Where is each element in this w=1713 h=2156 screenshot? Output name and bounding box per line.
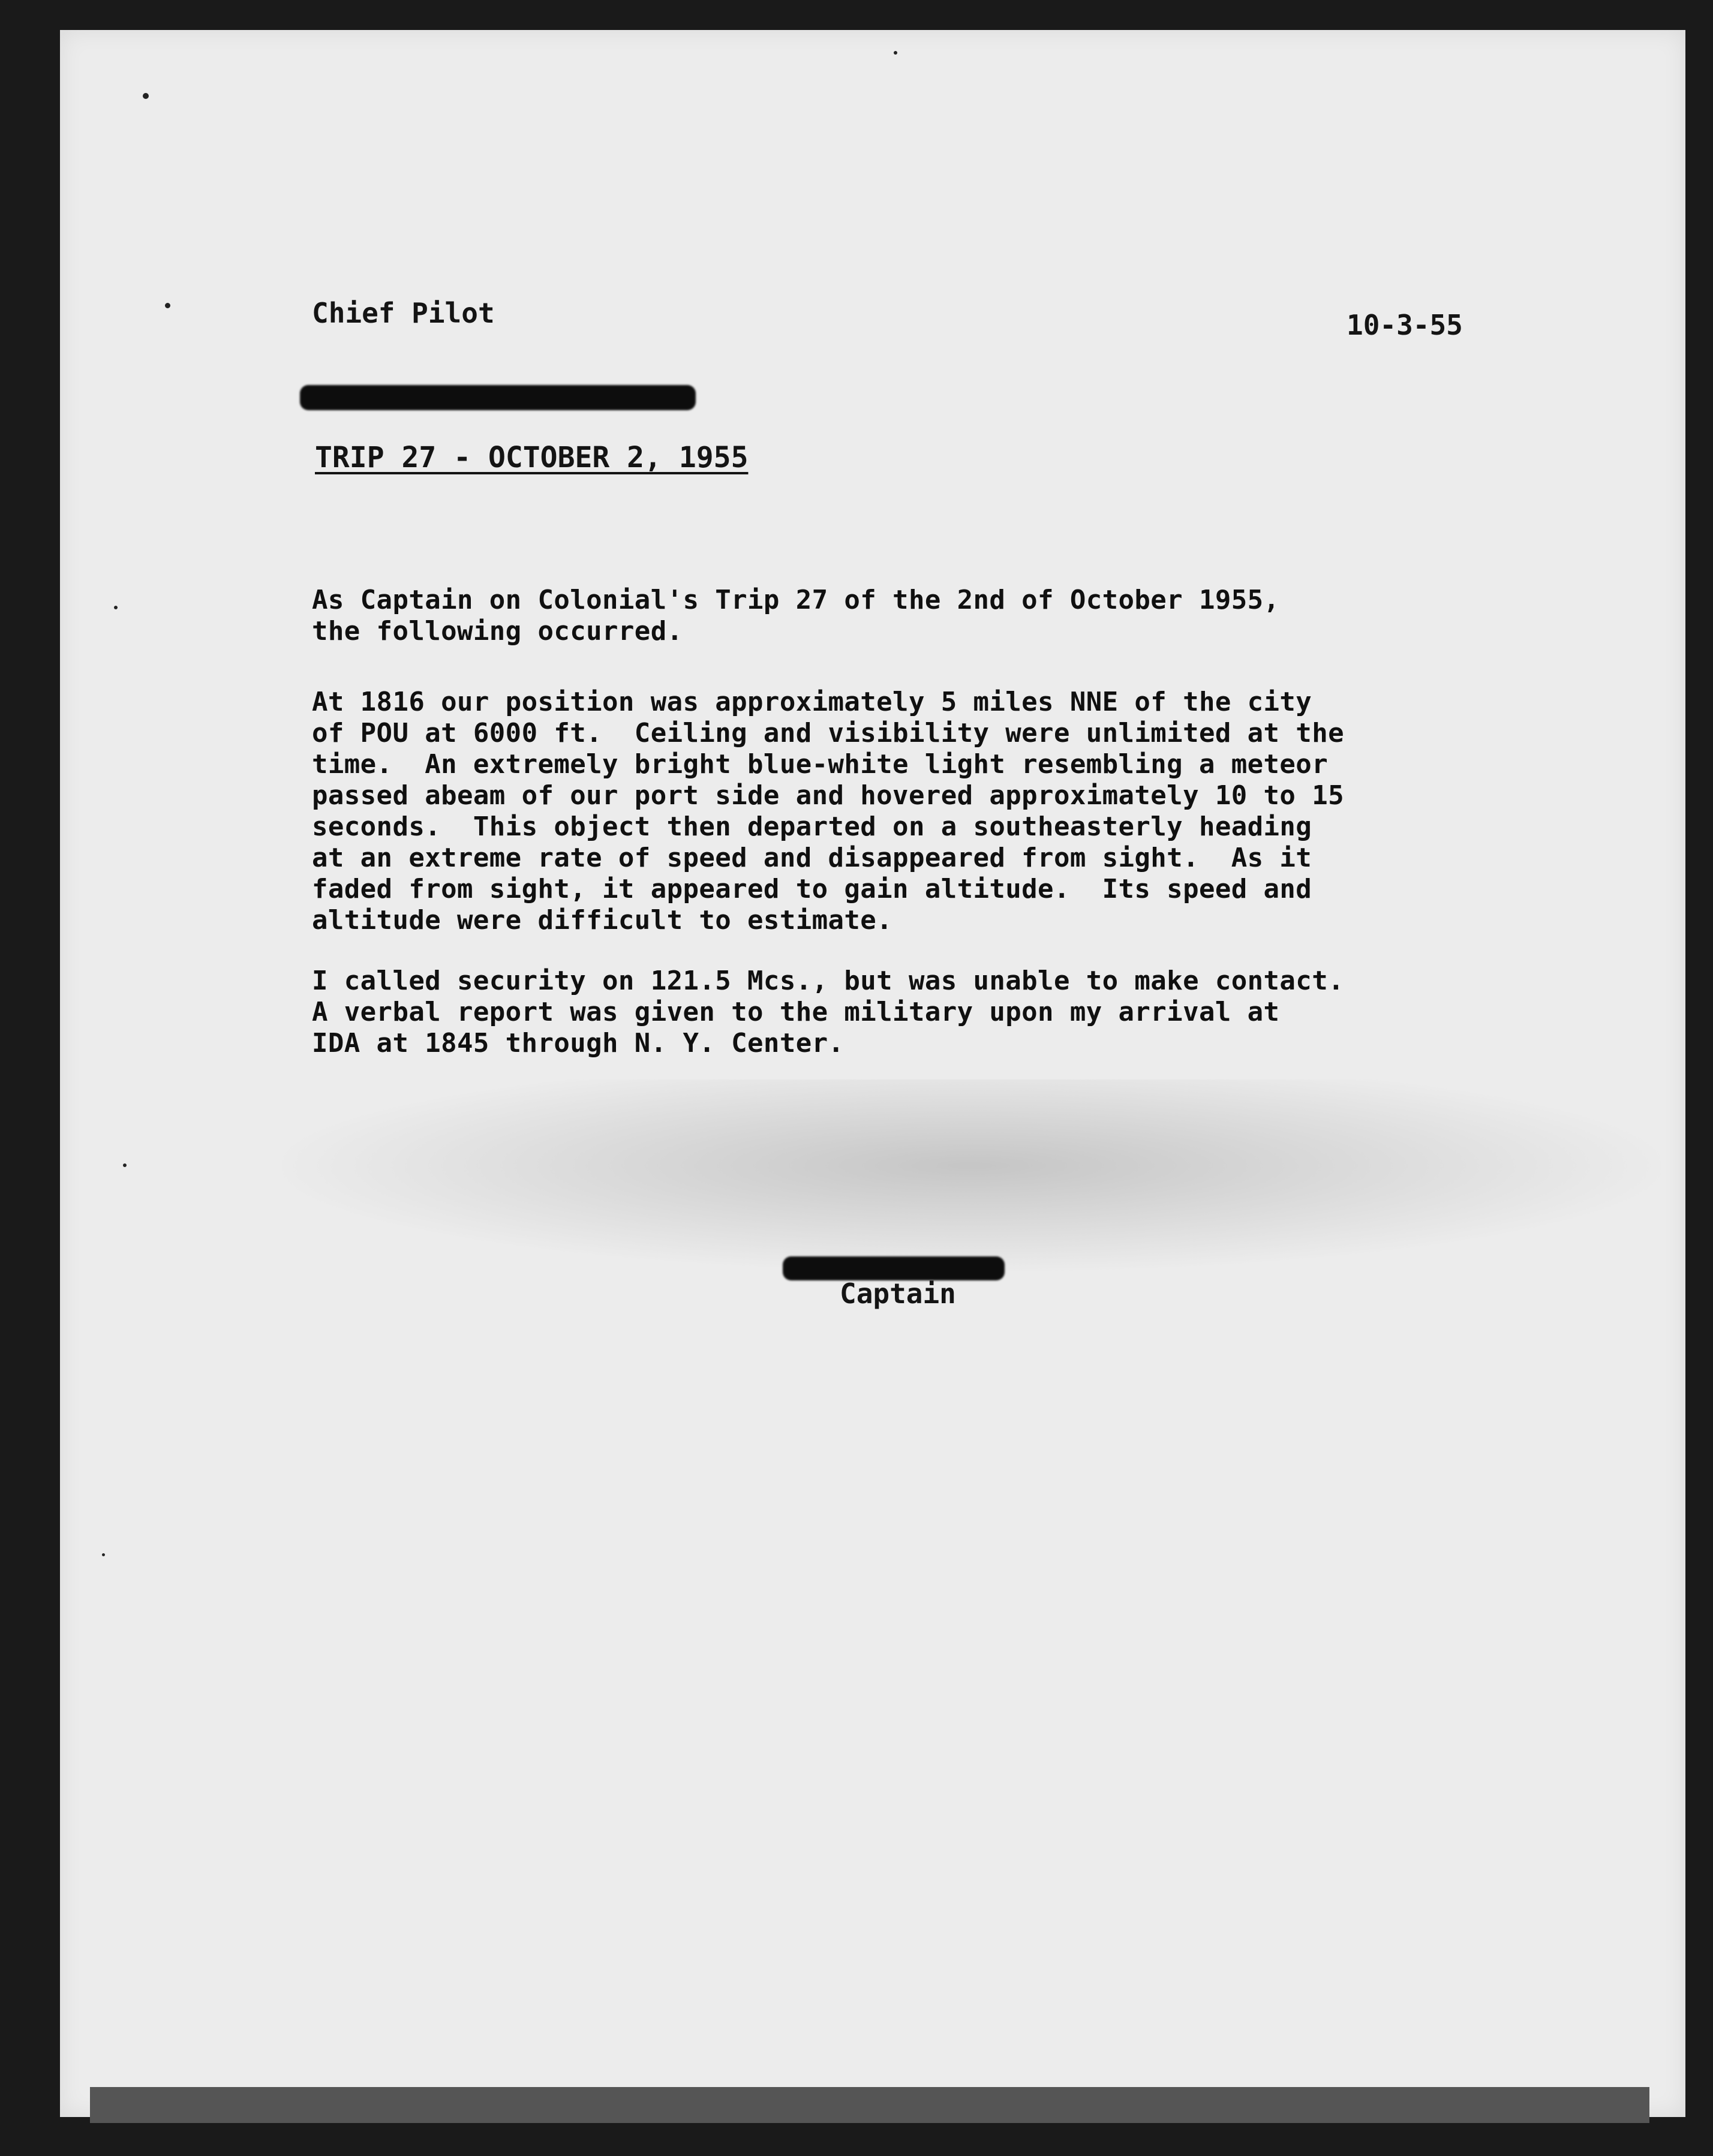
- memo-paragraph-1: As Captain on Colonial's Trip 27 of the 2nd of October 1955, the following occurred.: [312, 585, 1280, 647]
- memo-subject: TRIP 27 - OCTOBER 2, 1955: [315, 441, 749, 474]
- signature-redaction-bar: [783, 1256, 1005, 1280]
- scan-bottom-edge: [90, 2087, 1649, 2123]
- redaction-bar: [300, 385, 696, 410]
- scan-speck: [102, 1553, 105, 1556]
- scan-speck: [143, 93, 149, 99]
- memo-paragraph-3: I called security on 121.5 Mcs., but was unable to make contact. A verbal report was given to the military upon my arrival at IDA at 1845 through N. Y. Center.: [312, 966, 1344, 1059]
- scan-smudge: [282, 1079, 1661, 1271]
- document-page: [60, 30, 1685, 2117]
- memo-date: 10-3-55: [1347, 309, 1463, 341]
- scan-speck: [165, 303, 170, 308]
- scan-speck: [123, 1163, 127, 1167]
- scan-speck: [114, 606, 118, 609]
- memo-paragraph-2: At 1816 our position was approximately 5 miles NNE of the city of POU at 6000 ft. Ceiling and visibility were unlimited at the time. An extremely bright blue-white light resembling a meteor passed abeam of our port side and hovered approximately 10 to 15 seconds. This object then departed on a southeasterly heading at an extreme rate of speed and disappeared from sight. As it faded from sight, it appeared to gain altitude. Its speed and altitude were difficult to estimate.: [312, 687, 1344, 936]
- signature-title: Captain: [840, 1277, 956, 1310]
- scan-speck: [894, 51, 897, 55]
- memo-recipient: Chief Pilot: [312, 297, 495, 329]
